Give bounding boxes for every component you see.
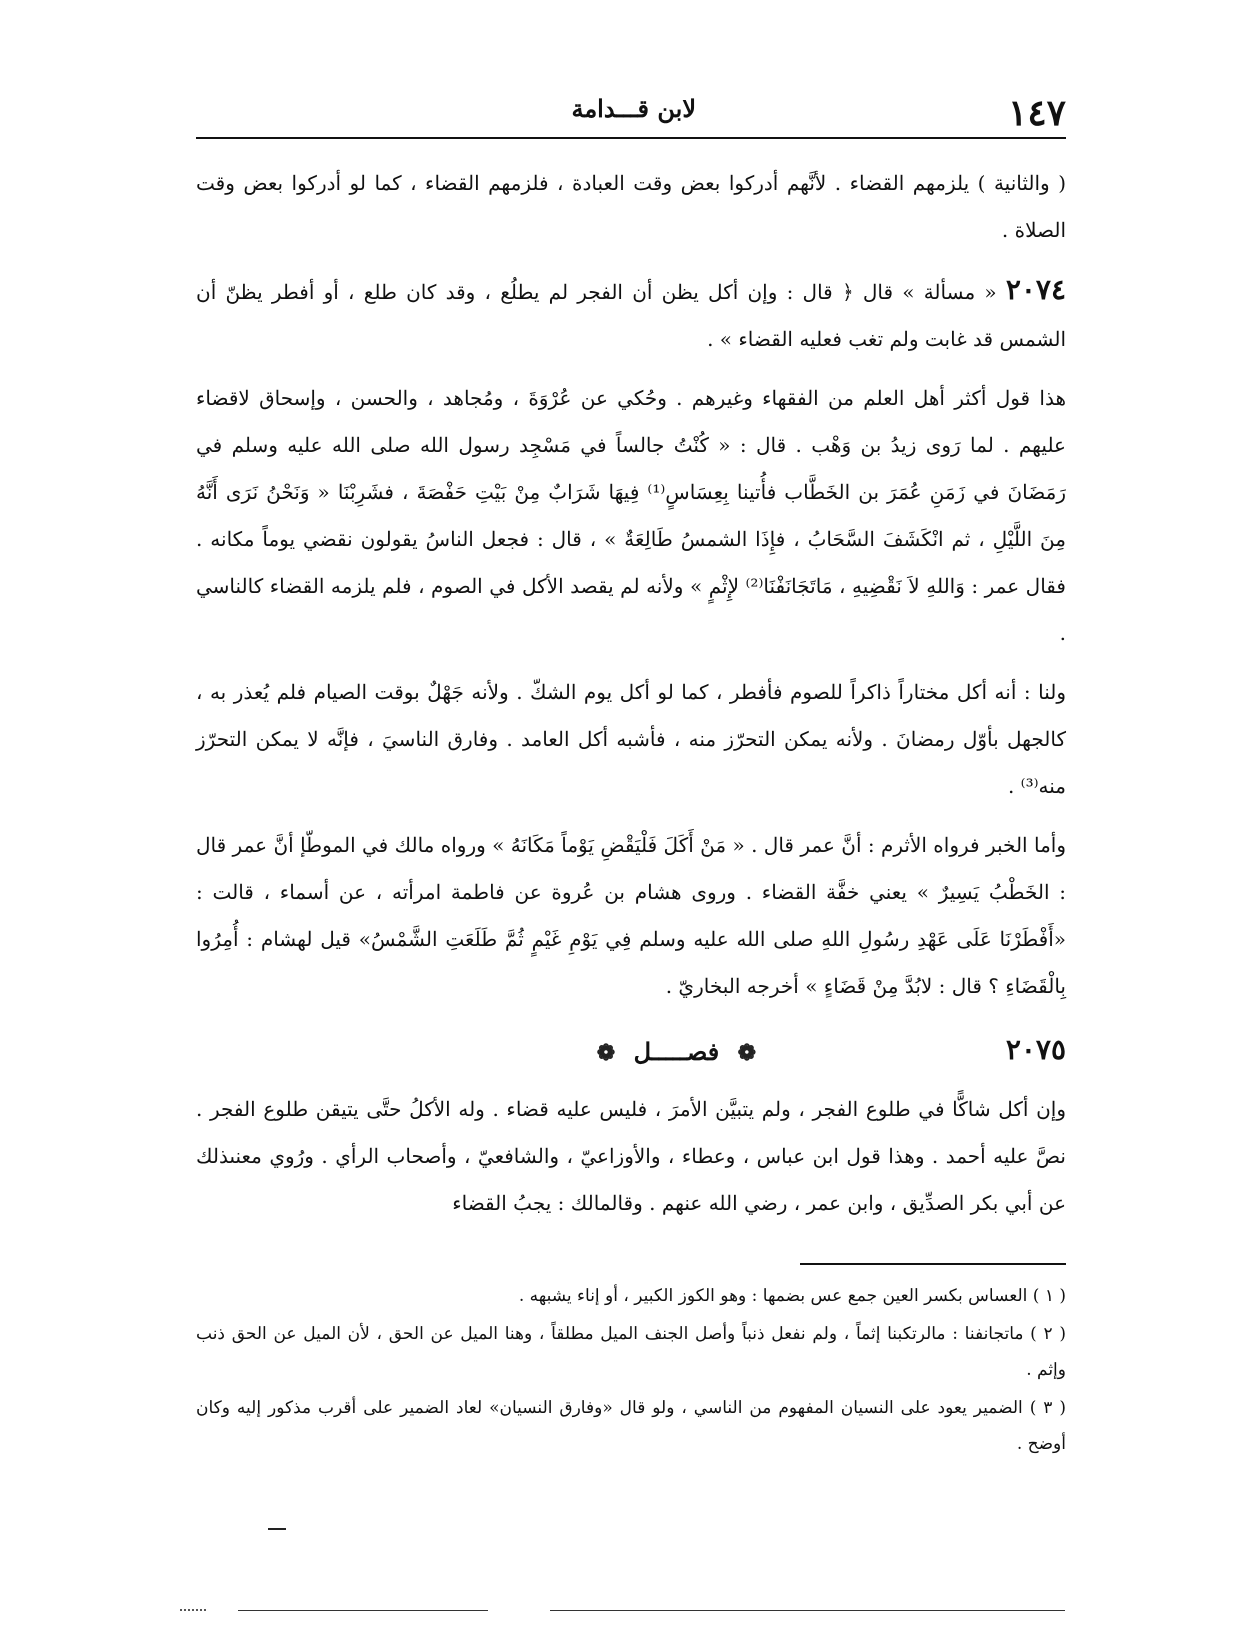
- fasl-heading: [196, 1022, 1066, 1078]
- bottom-rule-right: [550, 1610, 1065, 1611]
- fasl-title: فصـــــل: [633, 1037, 720, 1066]
- main-text: [196, 160, 1066, 1239]
- footnote-2: ( ٢ ) ماتجانفنا : مالرتكبنا إثماً ، ولم نفعل ذنباً وأصل الجنف الميل مطلقاً ، وهنا الميل عن الحق ، لأن الميل عن الحق ذنب وإثم .: [196, 1324, 1066, 1380]
- floral-ornament-icon: ❁: [596, 1040, 616, 1066]
- bottom-rule-left: [238, 1610, 488, 1611]
- page-header: [196, 84, 1066, 136]
- fasl-title-group: [587, 1028, 766, 1077]
- header-rule: [196, 137, 1066, 139]
- masala-number: ٢٠٧٤: [1005, 273, 1066, 306]
- paragraph-hadith-report: وأما الخبر فرواه الأثرم : أنَّ عمر قال . « مَنْ أَكَلَ فَلْيَقْضِ يَوْماً مَكَانَهُ » ورواه مالك في الموطّإ أنَّ عمر قال : الخَطْبُ يَسِيرٌ » يعني خفَّة القضاء . وروى هشام بن عُروة عن فاطمة امرأته ، عن أسماء ، قالت : «أَفْطَرْنَا عَلَى عَهْدِ رسُولِ اللهِ صلى الله عليه وسلم فِي يَوْمِ غَيْمٍ ثُمَّ طَلَعَتِ الشَّمْسُ» قيل لهشام : أُمِرُوا بِالْقَضَاءِ ؟ قال : لابُدَّ مِنْ قَضَاءٍ » أخرجه البخاريّ .: [196, 833, 1066, 998]
- masala-text: « مسألة » قال ﴿ قال : وإن أكل يظن أن الفجر لم يطلُع ، وقد كان طلع ، أو أفطر يظنّ أن الشمس قد غابت ولم تغب فعليه القضاء » .: [196, 280, 1066, 351]
- paragraph-our-evidence: ولنا : أنه أكل مختاراً ذاكراً للصوم فأفطر ، كما لو أكل يوم الشكّ . ولأنه جَهْلٌ بوقت الصيام فلم يُعذر به ، كالجهل بأوّل رمضانَ . ولأنه يمكن التحرّز منه ، فأشبه أكل العامد . وفارق الناسيَ ، فإنَّه لا يمكن التحرّز منه⁽³⁾ .: [196, 680, 1066, 798]
- stray-mark: [268, 1528, 286, 1530]
- paragraph-second-case: ( والثانية ) يلزمهم القضاء . لأنَّهم أدركوا بعض وقت العبادة ، فلزمهم القضاء ، كما لو أدركوا بعض وقت الصلاة .: [196, 171, 1066, 242]
- page-number: ١٤٧: [1007, 92, 1066, 134]
- footnote-1: ( ١ ) العساس بكسر العين جمع عس بضمها : وهو الكوز الكبير ، أو إناء يشبهه .: [518, 1286, 1066, 1306]
- running-title: لابن قـــدامة: [571, 94, 696, 123]
- footnote-rule: [800, 1263, 1066, 1265]
- floral-ornament-icon: ❁: [737, 1040, 756, 1066]
- footnote-3: ( ٣ ) الضمير يعود على النسيان المفهوم من الناسي ، ولو قال «وفارق النسيان» لعاد الضمير على أقرب مذكور إليه وكان أوضح .: [196, 1398, 1066, 1454]
- footnotes: [196, 1278, 1066, 1464]
- paragraph-scholars-opinion: هذا قول أكثر أهل العلم من الفقهاء وغيرهم . وحُكي عن عُرْوَةَ ، ومُجاهد ، والحسن ، وإسحاق لاقضاء عليهم . لما رَوى زيدُ بن وَهْب . قال : « كُنْتُ جالساً في مَسْجِد رسول الله صلى الله عليه وسلم في رَمَضَانَ في زَمَنِ عُمَرَ بن الخَطَّاب فأُتينا بِعِسَاسٍ⁽¹⁾ فِيهَا شَرَابٌ مِنْ بَيْتِ حَفْصَةَ ، فشَرِبْنَا « وَنَحْنُ نَرَى أَنَّهُ مِنَ اللَّيْلِ ، ثم انْكَشَفَ السَّحَابُ ، فإِذَا الشمسُ طَالِعَةٌ » ، قال : فجعل الناسُ يقولون نقضي يوماً مكانه . فقال عمر : وَاللهِ لاَ نَقْضِيهِ ، مَاتَجَانَفْنَا⁽²⁾ لإِثْمٍ » ولأنه لم يقصد الأكل في الصوم ، فلم يلزمه القضاء كالناسي .: [196, 386, 1066, 645]
- masala-paragraph: [196, 266, 1066, 363]
- fasl-number: ٢٠٧٥: [1005, 1033, 1066, 1066]
- bottom-dots: [180, 1609, 206, 1613]
- paragraph-doubt-dawn: وإن أكل شاكًّا في طلوع الفجر ، ولم يتبيَّن الأمرَ ، فليس عليه قضاء . وله الأكلُ حتَّى يتيقن طلوع الفجر . نصَّ عليه أحمد . وهذا قول ابن عباس ، وعطاء ، والأوزاعيّ ، والشافعيّ ، وأصحاب الرأي . ورُوي معنىذلك عن أبي بكر الصدِّيق ، وابن عمر ، رضي الله عنهم . وقالمالك : يجبُ القضاء: [196, 1097, 1066, 1215]
